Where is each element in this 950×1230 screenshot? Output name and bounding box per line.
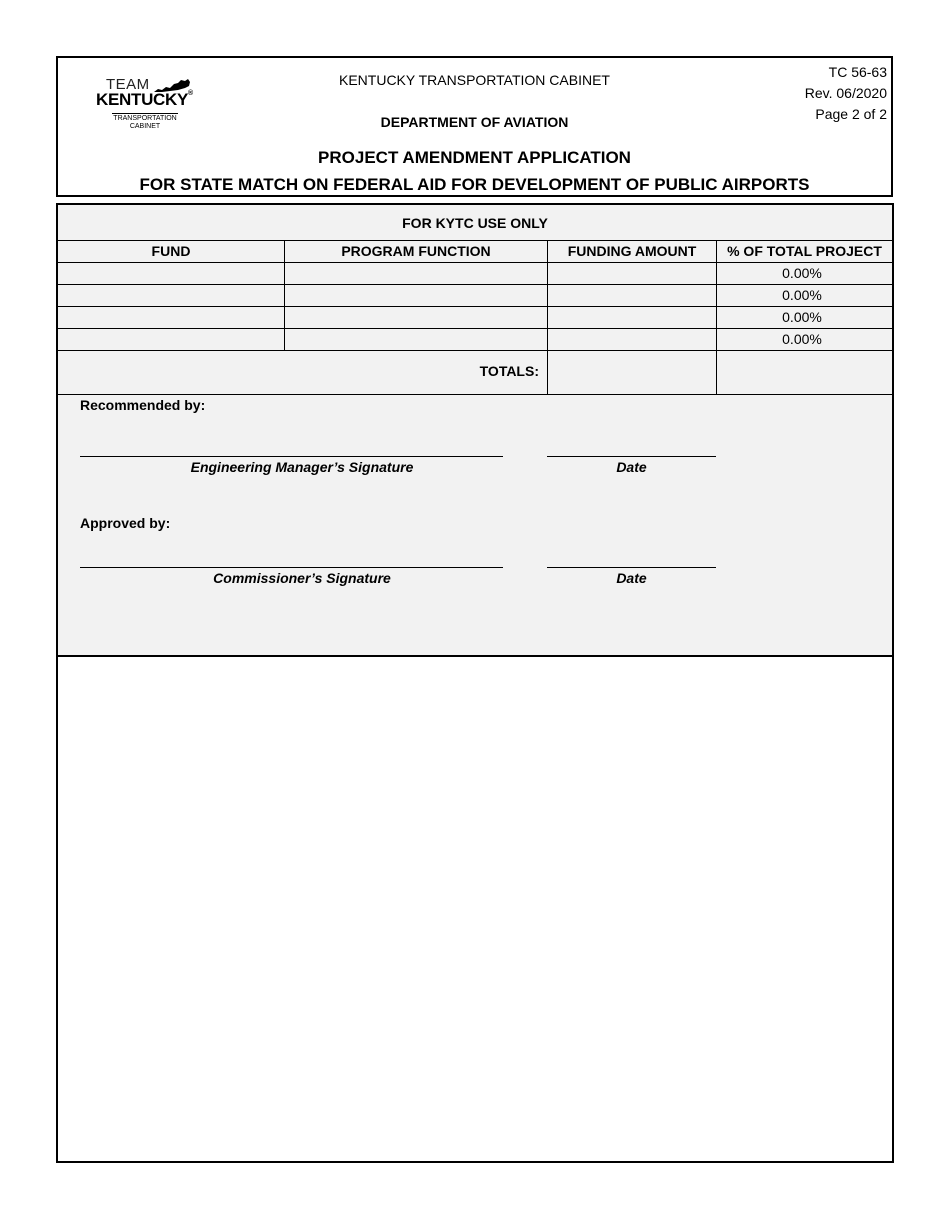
- recommended-date-caption: Date: [616, 459, 647, 475]
- kytc-use-only-section: [58, 205, 892, 657]
- form-number: TC 56-63: [828, 64, 887, 80]
- percent-cell: 0.00%: [782, 265, 822, 281]
- totals-amount-cell[interactable]: [548, 351, 716, 394]
- commissioner-signature-caption: Commissioner’s Signature: [213, 570, 391, 586]
- form-subtitle: FOR STATE MATCH ON FEDERAL AID FOR DEVELOPMENT OF PUBLIC AIRPORTS: [139, 175, 810, 194]
- program-function-cell[interactable]: [285, 329, 547, 350]
- fund-cell[interactable]: [58, 307, 284, 328]
- commissioner-signature-line[interactable]: [80, 567, 503, 568]
- totals-label: TOTALS:: [479, 363, 539, 379]
- form-identifier: [805, 62, 887, 125]
- fund-cell[interactable]: [58, 285, 284, 306]
- approved-date-line[interactable]: [547, 567, 716, 568]
- form-title: PROJECT AMENDMENT APPLICATION: [318, 148, 631, 167]
- funding-amount-cell[interactable]: [548, 263, 716, 284]
- page-number: Page 2 of 2: [815, 106, 887, 122]
- percent-cell: 0.00%: [782, 331, 822, 347]
- form-body: [56, 203, 894, 1163]
- column-header-percent-total: % OF TOTAL PROJECT: [727, 243, 882, 259]
- department-name: DEPARTMENT OF AVIATION: [380, 114, 569, 130]
- kytc-use-only-heading: FOR KYTC USE ONLY: [402, 215, 548, 231]
- percent-cell: 0.00%: [782, 287, 822, 303]
- fund-cell[interactable]: [58, 329, 284, 350]
- recommended-by-label: Recommended by:: [80, 397, 206, 413]
- program-function-cell[interactable]: [285, 263, 547, 284]
- approved-by-label: Approved by:: [80, 515, 171, 531]
- program-function-cell[interactable]: [285, 307, 547, 328]
- funding-amount-cell[interactable]: [548, 307, 716, 328]
- program-function-cell[interactable]: [285, 285, 547, 306]
- funding-amount-cell[interactable]: [548, 285, 716, 306]
- agency-name: KENTUCKY TRANSPORTATION CABINET: [339, 72, 610, 88]
- funding-amount-cell[interactable]: [548, 329, 716, 350]
- totals-percent-cell: [717, 351, 892, 394]
- form-header: [56, 56, 893, 197]
- fund-cell[interactable]: [58, 263, 284, 284]
- logo-kentucky-text: KENTUCKY®: [96, 90, 193, 109]
- percent-cell: 0.00%: [782, 309, 822, 325]
- approved-date-caption: Date: [616, 570, 647, 586]
- engineering-signature-line[interactable]: [80, 456, 503, 457]
- column-header-funding-amount: FUNDING AMOUNT: [567, 243, 697, 259]
- column-header-program-function: PROGRAM FUNCTION: [341, 243, 491, 259]
- form-revision: Rev. 06/2020: [804, 85, 887, 101]
- column-header-fund: FUND: [151, 243, 191, 259]
- engineering-manager-signature-caption: Engineering Manager’s Signature: [190, 459, 414, 475]
- logo-team-text: TEAM: [106, 76, 150, 93]
- logo-subtitle: TRANSPORTATION CABINET: [113, 115, 177, 130]
- recommended-date-line[interactable]: [547, 456, 716, 457]
